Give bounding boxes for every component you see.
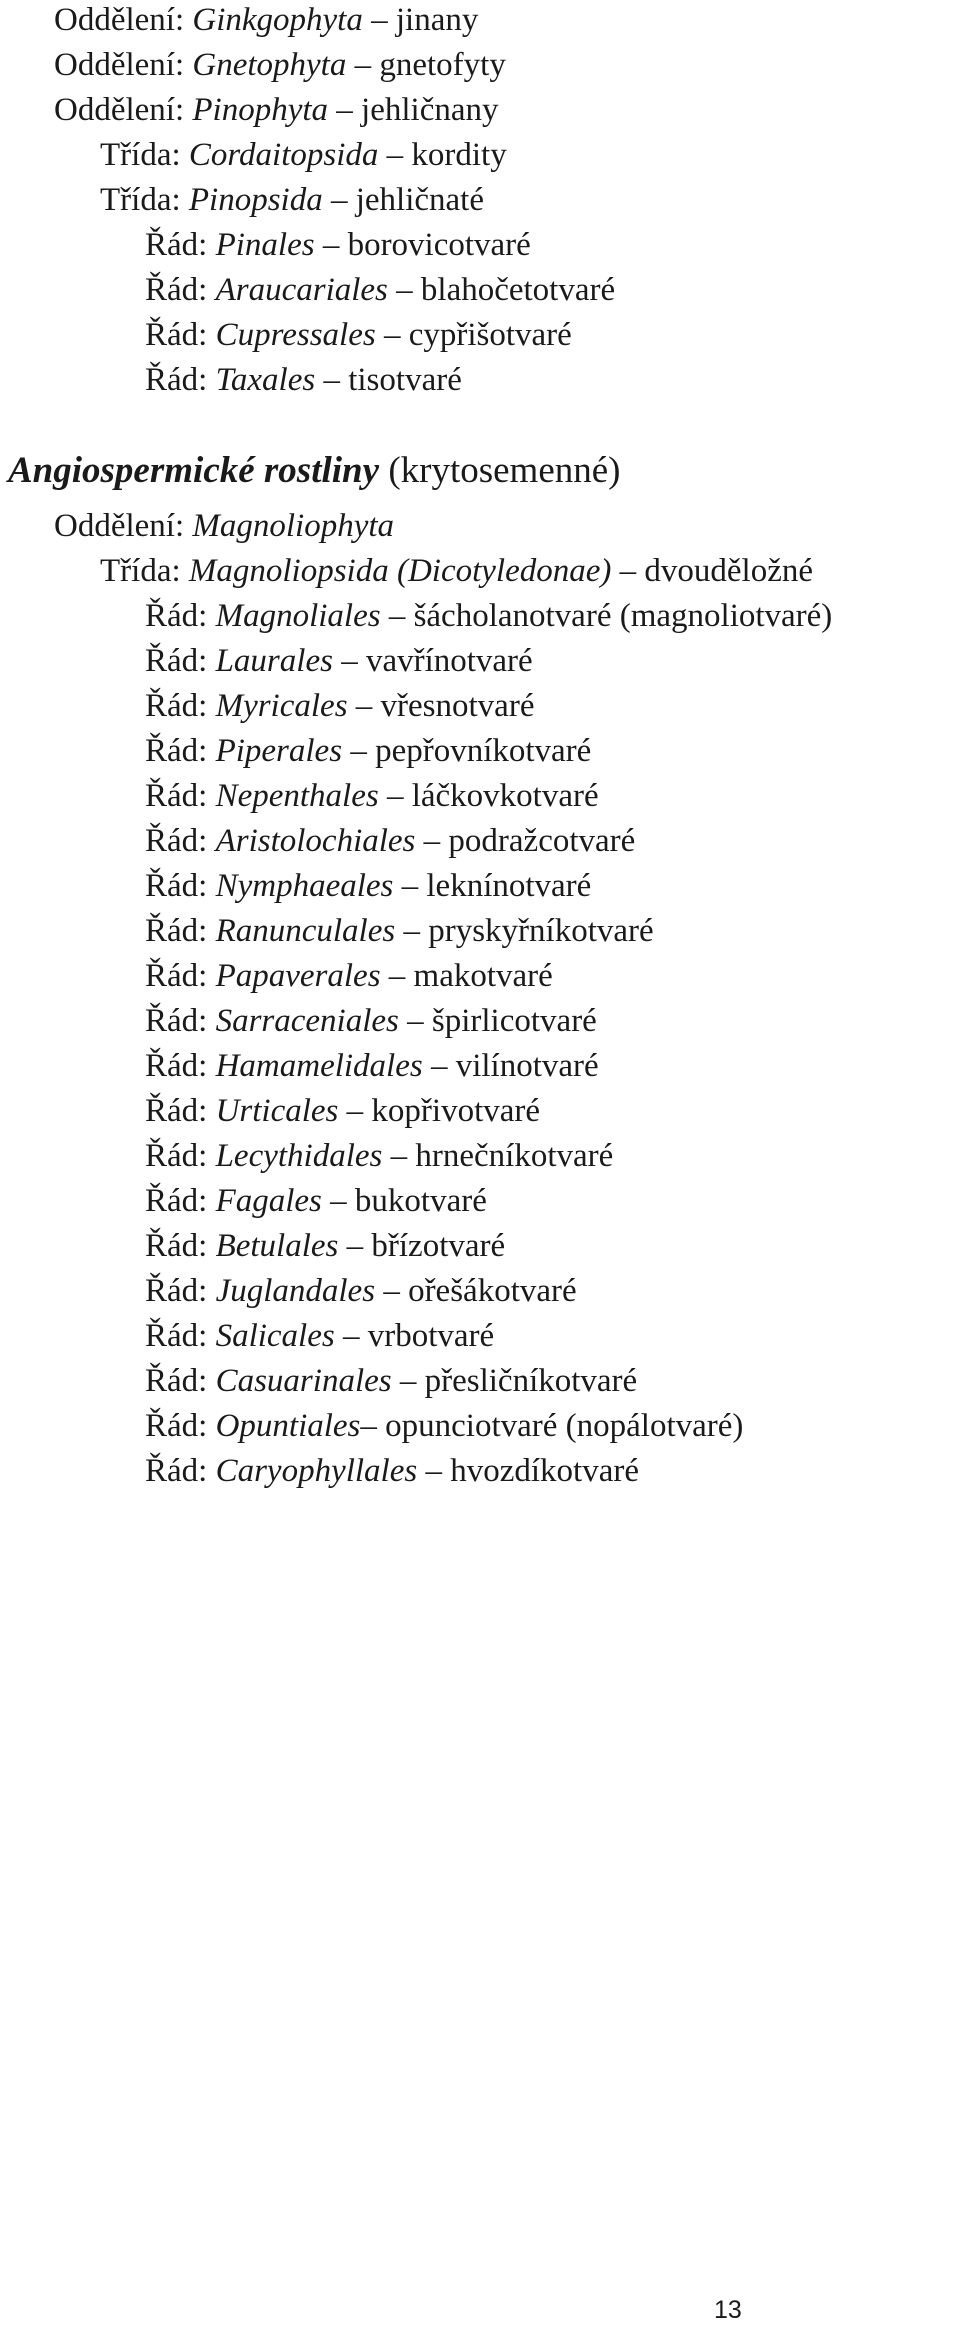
czech-name: vilínotvaré [455,1048,599,1084]
latin-name: Pinophyta [192,92,329,128]
rank-label: Oddělení: [54,92,185,128]
czech-name: láčkovkotvaré [411,778,599,814]
separator: – [380,958,414,994]
latin-name: Salicales [215,1318,335,1354]
czech-name: jinany [395,2,479,38]
separator: – [382,1138,416,1174]
czech-name: kopřivotvaré [371,1093,541,1129]
order-line [145,821,635,861]
latin-name: Sarraceniales [215,1003,399,1039]
latin-name: Caryophyllales [215,1453,418,1489]
latin-name: Cordaitopsida [188,137,379,173]
latin-name: Pinopsida [188,182,323,218]
czech-name: hvozdíkotvaré [450,1453,640,1489]
separator: – [378,778,412,814]
section-heading [8,448,621,494]
rank-label: Třída: [100,553,181,589]
rank-label: Oddělení: [54,508,185,544]
separator: – [347,688,381,724]
rank-label: Řád: [145,1093,208,1129]
separator: – [346,47,380,83]
separator: – [338,1093,372,1129]
rank-label: Řád: [145,868,208,904]
rank-label: Řád: [145,227,208,263]
order-line [145,596,832,636]
czech-name: opunciotvaré (nopálotvaré) [385,1408,744,1444]
czech-name: leknínotvaré [426,868,592,904]
czech-name: hrnečníkotvaré [415,1138,614,1174]
separator: – [338,1228,372,1264]
latin-name: Magnoliopsida (Dicotyledonae) [188,553,612,589]
latin-name: Fagales [215,1183,322,1219]
rank-label: Třída: [100,137,181,173]
order-line [145,1226,505,1266]
czech-name: tisotvaré [348,362,462,398]
separator: – [322,182,356,218]
latin-name: Aristolochiales [215,823,416,859]
rank-label: Řád: [145,913,208,949]
order-line [145,1361,637,1401]
order-line [145,1046,599,1086]
czech-name: gnetofyty [379,47,506,83]
czech-name: jehličnany [361,92,499,128]
rank-label: Řád: [145,1273,208,1309]
separator: – [387,272,421,308]
rank-label: Řád: [145,1048,208,1084]
rank-label: Řád: [145,1138,208,1174]
latin-name: Magnoliophyta [192,508,395,544]
latin-name: Taxales [215,362,316,398]
czech-name: ořešákotvaré [408,1273,577,1309]
order-line [145,866,591,906]
czech-name: blahočetotvaré [420,272,616,308]
latin-name: Piperales [215,733,343,769]
latin-name: Lecythidales [215,1138,383,1174]
rank-label: Řád: [145,272,208,308]
czech-name: makotvaré [413,958,553,994]
rank-label: Řád: [145,1453,208,1489]
rank-label: Třída: [100,182,181,218]
order-line [145,1271,577,1311]
latin-name: Hamamelidales [215,1048,423,1084]
taxon-line [145,270,615,310]
czech-name: šácholanotvaré (magnoliotvaré) [413,598,833,634]
separator: – [314,227,348,263]
latin-name: Magnoliales [215,598,381,634]
czech-name: kordity [411,137,507,173]
rank-label: Řád: [145,1408,208,1444]
order-line [145,731,591,771]
rank-label: Řád: [145,643,208,679]
separator: – [332,643,366,679]
separator: – [393,868,427,904]
czech-name: dvouděložné [644,553,813,589]
czech-name: pepřovníkotvaré [375,733,592,769]
separator: – [362,2,396,38]
rank-label: Řád: [145,1183,208,1219]
latin-name: Nepenthales [215,778,379,814]
latin-name: Betulales [215,1228,339,1264]
rank-label: Řád: [145,688,208,724]
order-line [145,776,599,816]
separator: – [415,823,449,859]
separator: – [315,362,349,398]
latin-name: Opuntiales [215,1408,361,1444]
separator: – [380,598,414,634]
order-line [145,1001,597,1041]
czech-name: špirlicotvaré [431,1003,597,1039]
separator: – [342,733,376,769]
rank-label: Oddělení: [54,2,185,38]
separator: – [378,137,412,173]
separator: – [417,1453,451,1489]
rank-label: Řád: [145,317,208,353]
latin-name: Myricales [215,688,348,724]
order-line [145,1091,540,1131]
separator: – [375,317,409,353]
order-line [145,911,654,951]
rank-label: Řád: [145,733,208,769]
czech-name: pryskyřníkotvaré [428,913,654,949]
order-line [145,641,533,681]
rank-label: Řád: [145,778,208,814]
latin-name: Laurales [215,643,333,679]
separator: – [395,913,429,949]
order-line [145,1181,487,1221]
division-line [54,506,394,546]
latin-name: Juglandales [215,1273,376,1309]
rank-label: Řád: [145,1228,208,1264]
latin-name: Ranunculales [215,913,396,949]
latin-name: Ginkgophyta [192,2,363,38]
latin-name: Cupressales [215,317,376,353]
order-line [145,1136,613,1176]
rank-label: Řád: [145,823,208,859]
czech-name: borovicotvaré [347,227,531,263]
latin-name: Gnetophyta [192,47,347,83]
czech-name: jehličnaté [355,182,484,218]
latin-name: Nymphaeales [215,868,394,904]
czech-name: vavřínotvaré [365,643,533,679]
separator: – [398,1003,432,1039]
taxon-line [54,90,499,130]
separator: – [328,92,362,128]
czech-name: přesličníkotvaré [424,1363,638,1399]
rank-label: Řád: [145,1318,208,1354]
latin-name: Urticales [215,1093,339,1129]
czech-name: vřesnotvaré [380,688,535,724]
heading-subtitle: (krytosemenné) [388,450,621,491]
separator: – [360,1408,386,1444]
separator: – [321,1183,355,1219]
czech-name: vrbotvaré [367,1318,495,1354]
order-line [145,1406,743,1446]
order-line [145,1451,639,1491]
order-line [145,686,534,726]
separator: – [391,1363,425,1399]
taxon-line [145,315,572,355]
latin-name: Araucariales [215,272,388,308]
czech-name: bukotvaré [354,1183,487,1219]
taxon-line [100,180,484,220]
class-line [100,551,813,591]
rank-label: Řád: [145,362,208,398]
rank-label: Řád: [145,1003,208,1039]
rank-label: Řád: [145,598,208,634]
czech-name: břízotvaré [371,1228,506,1264]
rank-label: Řád: [145,1363,208,1399]
page-number: 13 [714,2296,742,2324]
taxon-line [145,360,462,400]
heading-title: Angiospermické rostliny [8,450,380,491]
taxon-line [54,0,478,40]
taxon-line [100,135,507,175]
czech-name: podražcotvaré [448,823,636,859]
separator: – [375,1273,409,1309]
taxon-line [54,45,506,85]
rank-label: Oddělení: [54,47,185,83]
latin-name: Pinales [215,227,315,263]
separator: – [611,553,645,589]
order-line [145,1316,494,1356]
latin-name: Casuarinales [215,1363,392,1399]
latin-name: Papaverales [215,958,381,994]
czech-name: cypřišotvaré [408,317,572,353]
taxon-line [145,225,531,265]
order-line [145,956,553,996]
rank-label: Řád: [145,958,208,994]
separator: – [334,1318,368,1354]
separator: – [422,1048,456,1084]
